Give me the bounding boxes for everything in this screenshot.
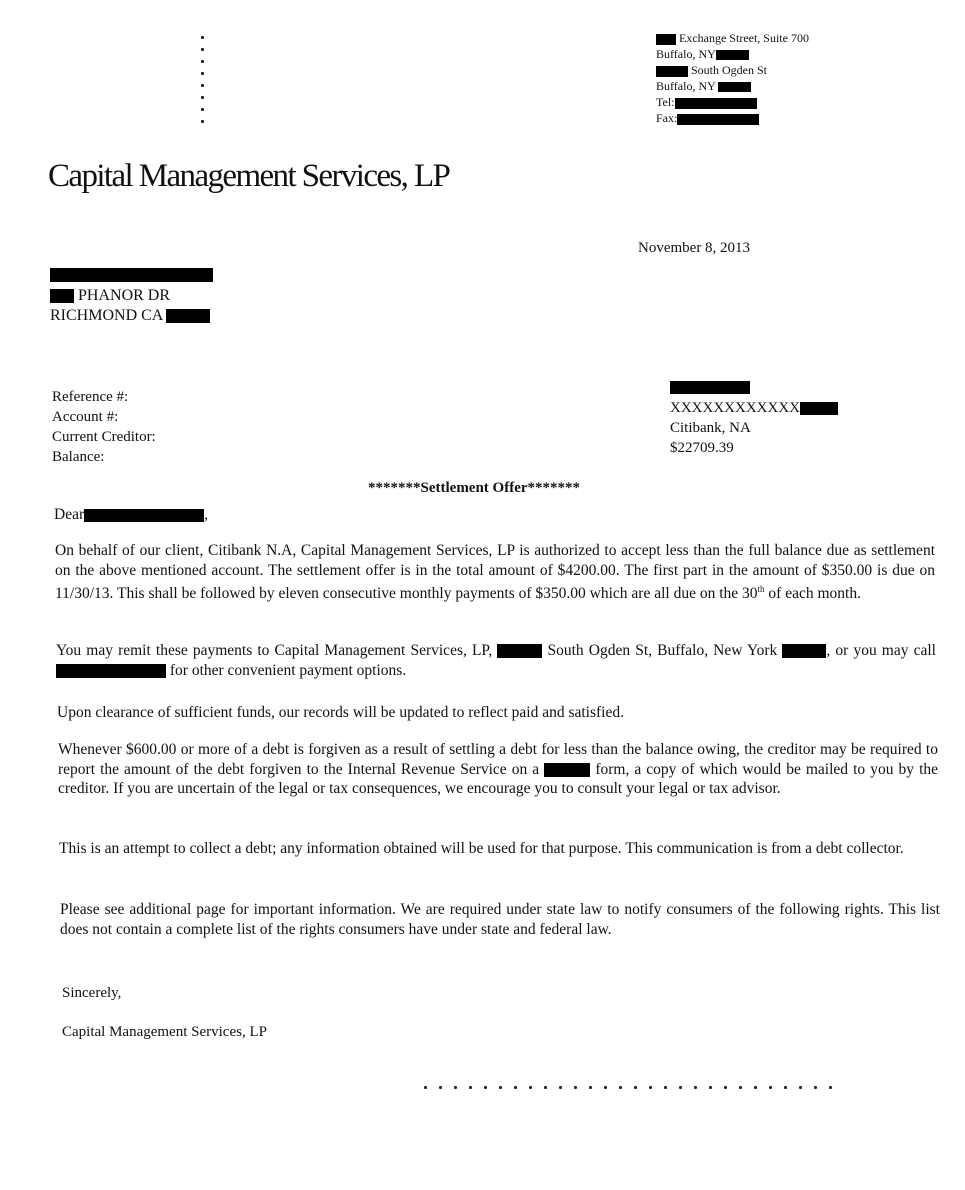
- recipient-street: PHANOR DR: [78, 287, 171, 304]
- para2-a: You may remit these payments to Capital Management Services, LP,: [56, 642, 493, 659]
- paragraph-rights: Please see additional page for important information. We are required under state law to notify consumers of the following rights. This list does not contain a complete list of the rights consumers have under state and federal law.: [60, 901, 940, 938]
- sender-street-2: South Ogden St: [691, 63, 768, 77]
- paragraph-clearance: Upon clearance of sufficient funds, our records will be updated to reflect paid and satisfied.: [57, 704, 624, 721]
- redaction: [716, 50, 749, 60]
- redaction: [656, 34, 676, 45]
- paragraph-disclosure: This is an attempt to collect a debt; any information obtained will be used for that purpose. This communication is from a debt collector.: [59, 840, 904, 857]
- redaction: [497, 644, 542, 658]
- sender-city-2: Buffalo, NY: [656, 79, 716, 93]
- para1-sup: th: [757, 584, 765, 594]
- para1-end: of each month.: [764, 585, 861, 603]
- creditor-value: Citibank, NA: [670, 420, 751, 436]
- settlement-offer-heading: *******Settlement Offer*******: [368, 480, 581, 496]
- sender-address: [656, 30, 809, 126]
- recipient-city: RICHMOND CA: [50, 307, 163, 324]
- creditor-label: Current Creditor:: [52, 429, 156, 445]
- para2-c: , or you may call: [826, 642, 936, 659]
- sender-street-1: Exchange Street, Suite 700: [679, 31, 809, 45]
- paragraph-remit: [56, 641, 936, 680]
- redaction: [544, 763, 590, 777]
- balance-value: $22709.39: [670, 440, 734, 456]
- paragraph-tax: [58, 740, 938, 799]
- para4-a: Whenever $600.00 or more of a debt is forgiven as a result of settling a debt for less than the balance owing, the creditor may be required to report the amount of the debt forgiven to the Internal Revenue Service on a: [58, 741, 938, 778]
- recipient-address: [50, 266, 213, 326]
- dotted-line-bottom: [424, 1086, 832, 1089]
- paragraph-settlement: [55, 541, 935, 604]
- sender-city-1: Buffalo, NY: [656, 47, 716, 61]
- redaction: [782, 644, 826, 658]
- salutation: Dear ,: [54, 506, 208, 523]
- para2-d: for other convenient payment options.: [169, 661, 407, 679]
- redaction: [84, 509, 204, 522]
- balance-label: Balance:: [52, 449, 105, 465]
- closing: Sincerely,: [62, 985, 122, 1001]
- salutation-text: Dear: [54, 506, 85, 523]
- dotted-line-left: [201, 36, 205, 132]
- redaction: [50, 268, 213, 282]
- reference-label: Reference #:: [52, 389, 129, 405]
- account-labels: [52, 387, 156, 467]
- redaction: [50, 289, 74, 303]
- fax-label: Fax:: [656, 111, 678, 125]
- redaction: [718, 82, 751, 92]
- account-number: XXXXXXXXXXXX: [670, 400, 800, 416]
- account-values: [670, 378, 838, 458]
- redaction: [677, 114, 759, 125]
- para4-b: form, a copy of which would be mailed to you by the creditor. If you are uncertain of the legal or tax consequences, we encourage you to consult your legal or tax advisor.: [58, 760, 939, 797]
- account-label: Account #:: [52, 409, 119, 425]
- signature: Capital Management Services, LP: [62, 1024, 267, 1040]
- para2-b: South Ogden St, Buffalo, New York: [547, 642, 778, 659]
- redaction: [56, 664, 166, 678]
- para1-text: On behalf of our client, Citibank N.A, Capital Management Services, LP is authorized to accept less than the full balance due as settlement on the above mentioned account. The settlement offer is in the total amount of $4200.00. The first part in the amount of $350.00 is due on 11/30/13. This shall be followed by eleven consecutive monthly payments of $350.00 which are all due on the 30: [55, 542, 935, 603]
- redaction: [675, 98, 757, 109]
- redaction: [800, 402, 838, 415]
- tel-label: Tel:: [656, 95, 675, 109]
- letter-date: November 8, 2013: [638, 240, 751, 256]
- company-title: Capital Management Services, LP: [48, 158, 450, 194]
- redaction: [656, 66, 688, 77]
- redaction: [166, 309, 210, 323]
- redaction: [670, 381, 750, 394]
